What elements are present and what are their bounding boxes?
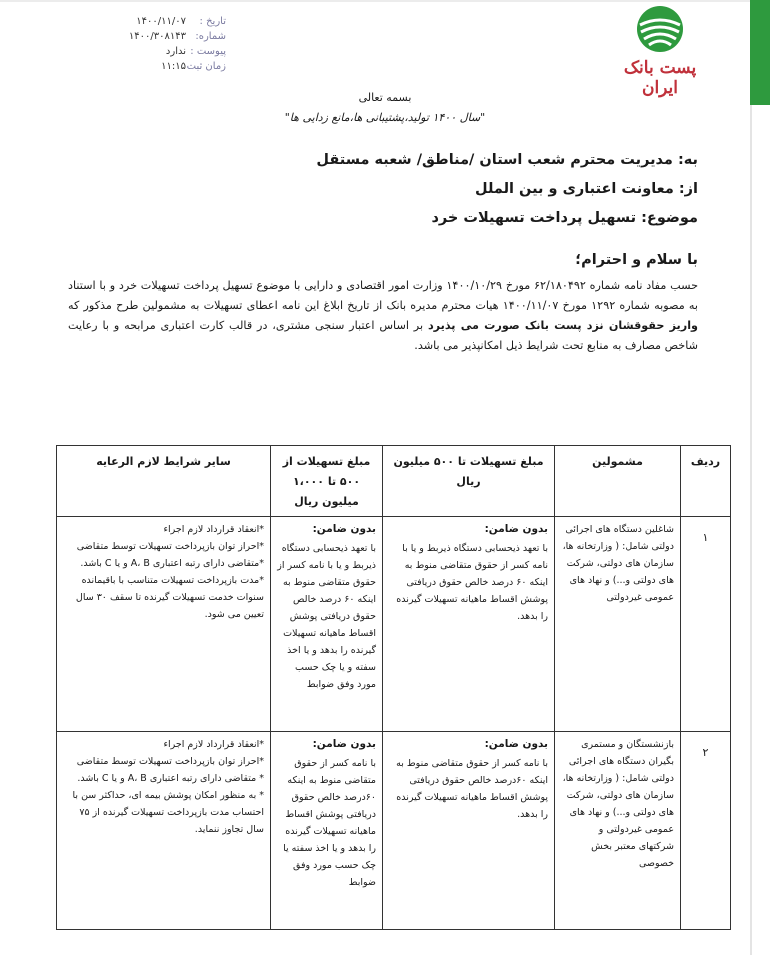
- row-number: ۲: [681, 732, 731, 930]
- meta-number: شماره:۱۴۰۰/۳۰۸۱۴۳: [128, 31, 226, 42]
- no-guarantor-label: بدون ضامن:: [484, 523, 548, 535]
- conditions-table: [56, 445, 731, 930]
- year-slogan: "سال ۱۴۰۰ تولید،پشتیبانی ها،مانع زدایی ها": [284, 111, 486, 124]
- subject-line: موضوع: تسهیل پرداخت تسهیلات خرد: [431, 210, 698, 226]
- condition-item: *انعقاد قرارداد لازم اجراء: [163, 524, 264, 535]
- header-eligible: مشمولین: [555, 446, 681, 517]
- table-row: [57, 517, 731, 732]
- header-conditions: سایر شرایط لازم الرعایه: [57, 446, 271, 517]
- margin-divider: [750, 105, 752, 955]
- row-number: ۱: [681, 517, 731, 732]
- up-to-500-cell: [383, 517, 555, 732]
- range-text: با تعهد ذیحسابی دستگاه ذیربط و یا با نامه کسر از حقوق متقاضی منوط به اینکه ۶۰ درصد خالص حقوق دریافتی پوشش اقساط ماهیانه تسهیلات گیرنده را بدهد و یا اخذ سفته و یا چک حسب مورد وفق ضوابط: [277, 543, 376, 690]
- meta-date: تاریخ :۱۴۰۰/۱۱/۰۷: [136, 16, 226, 27]
- letter-body: [68, 276, 698, 356]
- no-guarantor-label: بدون ضامن:: [484, 738, 548, 750]
- eligible-cell: شاغلین دستگاه های اجرائی دولتی شامل: ( وزارتخانه ها، سازمان های دولتی، شرکت های دولتی و...) و نهاد های عمومی غیردولتی: [555, 517, 681, 732]
- header-row-number: ردیف: [681, 446, 731, 517]
- basmala: بسمه تعالی: [358, 91, 412, 104]
- body-part-1: حسب مفاد نامه شماره ۶۲/۱۸۰۴۹۲ مورخ ۱۴۰۰/۱۰/۲۹ وزارت امور اقتصادی و دارایی با موضوع تسهیل پرداخت تسهیلات خرد و با استناد به مصوبه شماره ۱۲۹۲ مورخ ۱۴۰۰/۱۱/۰۷ هیات محترم مدیره بانک از تاریخ ابلاغ این نامه اعطای تسهیلات به مشمولین طرح مذکور که: [68, 279, 698, 312]
- conditions-cell: [57, 732, 271, 930]
- sender-line: از: معاونت اعتباری و بین الملل: [475, 181, 698, 197]
- up-to-500-cell: [383, 732, 555, 930]
- condition-item: *احراز توان بازپرداخت تسهیلات توسط متقاضی: [76, 541, 264, 552]
- post-bank-logo-icon: [632, 4, 688, 54]
- condition-item: *احراز توان بازپرداخت تسهیلات توسط متقاضی: [76, 756, 264, 767]
- body-emphasis: واریز حقوقشان نزد پست بانک صورت می پذیرد: [427, 319, 698, 332]
- header-500-to-1000: مبلغ تسهیلات از ۵۰۰ تا ۱،۰۰۰ میلیون ریال: [271, 446, 383, 517]
- logo-text: پست بانک ایران: [623, 58, 697, 98]
- recipient-line: به: مدیریت محترم شعب استان /مناطق/ شعبه مستقل: [316, 152, 698, 168]
- conditions-cell: [57, 517, 271, 732]
- no-guarantor-label: بدون ضامن:: [312, 523, 376, 535]
- range-text: با نامه کسر از حقوق متقاضی منوط به اینکه ۶۰درصد خالص حقوق دریافتی پوشش اقساط ماهیانه تسهیلات گیرنده را بدهد و یا اخذ سفته یا چک حسب مورد وفق ضوابط: [283, 758, 376, 888]
- condition-item: *متقاضی دارای رتبه اعتباری A، B و یا C باشد.: [80, 558, 264, 569]
- condition-item: * متقاضی دارای رتبه اعتباری A، B و یا C باشد.: [77, 773, 264, 784]
- range-cell: [271, 517, 383, 732]
- bank-logo: [614, 4, 706, 98]
- body-part-2: بر اساس اعتبار سنجی مشتری، در قالب کارت اعتباری مرابحه و با رعایت شاخص مصارف به منابع تحت شرایط ذیل امکانپذیر می باشد.: [68, 319, 698, 352]
- up-to-500-text: با تعهد ذیحسابی دستگاه ذیربط و یا با نامه کسر از حقوق متقاضی منوط به اینکه ۶۰ درصد خالص حقوق دریافتی پوشش اقساط ماهیانه تسهیلات گیرنده را بدهد.: [396, 543, 548, 622]
- top-divider: [0, 0, 750, 2]
- up-to-500-text: با نامه کسر از حقوق متقاضی منوط به اینکه ۶۰درصد خالص حقوق دریافتی پوشش اقساط ماهیانه تسهیلات گیرنده را بدهد.: [396, 758, 548, 820]
- meta-attachment: پیوست :ندارد: [165, 46, 226, 57]
- greeting-line: با سلام و احترام؛: [575, 252, 698, 268]
- table-header-row: [57, 446, 731, 517]
- range-cell: [271, 732, 383, 930]
- condition-item: *مدت بازپرداخت تسهیلات متناسب با باقیمانده سنوات خدمت تسهیلات گیرنده تا سقف ۳۰ سال تعیین می شود.: [75, 575, 264, 620]
- table-row: [57, 732, 731, 930]
- letter-meta: [76, 14, 226, 74]
- eligible-cell: بازنشستگان و مستمری بگیران دستگاه های اجرائی دولتی شامل: ( وزارتخانه ها، سازمان های دولتی، شرکت های دولتی و...) و نهاد های عمومی غیردولتی و شرکتهای معتبر بخش خصوصی: [555, 732, 681, 930]
- condition-item: * به منظور امکان پوشش بیمه ای، حداکثر سن با احتساب مدت بازپرداخت تسهیلات گیرنده از ۷۵ سال تجاوز ننماید.: [72, 790, 264, 835]
- brand-stripe: [750, 0, 770, 105]
- condition-item: *انعقاد قرارداد لازم اجراء: [163, 739, 264, 750]
- header-up-to-500: مبلغ تسهیلات تا ۵۰۰ میلیون ریال: [383, 446, 555, 517]
- meta-time: زمان ثبت۱۱:۱۵: [161, 61, 226, 72]
- no-guarantor-label: بدون ضامن:: [312, 738, 376, 750]
